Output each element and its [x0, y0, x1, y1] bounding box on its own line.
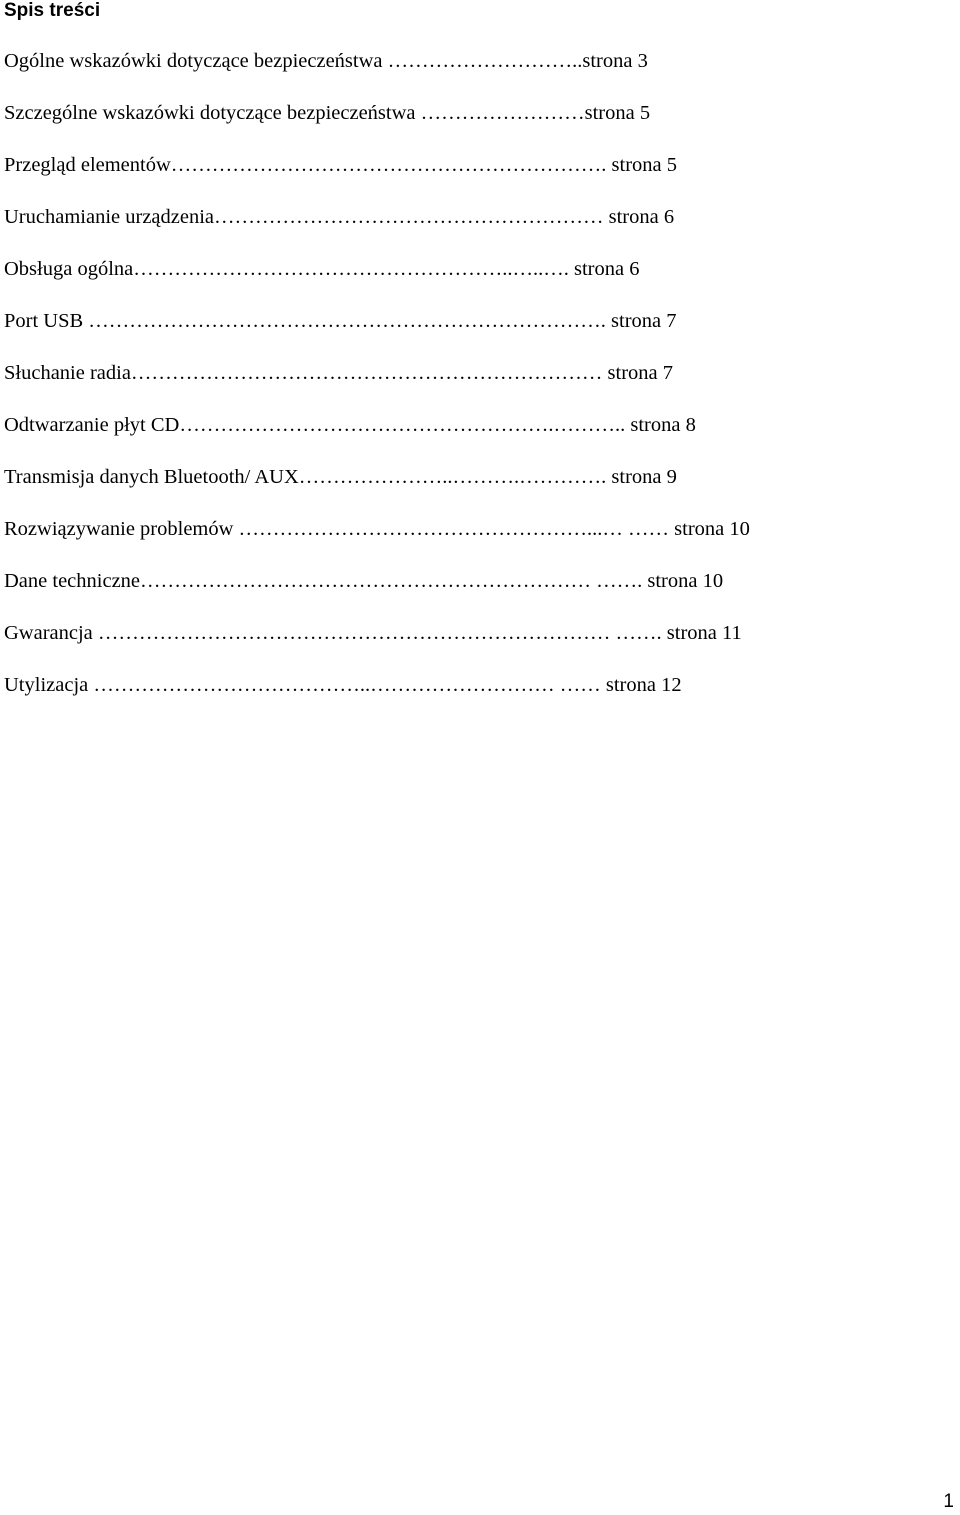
toc-entry-technical-data: Dane techniczne………………………………………………………… ……. strona 10: [4, 570, 724, 592]
toc-entry-bluetooth-aux: Transmisja danych Bluetooth/ AUX…………………..……….…………. strona 9: [4, 466, 677, 488]
page-number: 1: [943, 1491, 954, 1512]
toc-entry-warranty: Gwarancja ………………………………………………………………… ……. strona 11: [4, 622, 742, 644]
toc-entry-usb-port: Port USB …………………………………………………………………. strona 7: [4, 310, 677, 332]
toc-entry-general-operation: Obsługa ogólna………………………………………………..…..…. strona 6: [4, 258, 640, 280]
toc-entry-startup: Uruchamianie urządzenia………………………………………………… strona 6: [4, 206, 675, 228]
page-heading: Spis treści: [4, 0, 101, 21]
toc-entry-troubleshooting: Rozwiązywanie problemów ……………………………………………...… …… strona 10: [4, 518, 750, 540]
toc-entry-specific-safety: Szczególne wskazówki dotyczące bezpieczeństwa ……………………strona 5: [4, 102, 651, 124]
table-of-contents: [4, 46, 750, 722]
toc-entry-disposal: Utylizacja …………………………………..……………………… …… strona 12: [4, 674, 682, 696]
toc-entry-cd-playback: Odtwarzanie płyt CD……………………………………………….……….. strona 8: [4, 414, 696, 436]
toc-entry-general-safety: Ogólne wskazówki dotyczące bezpieczeństwa ………………………..strona 3: [4, 50, 648, 72]
toc-entry-elements-overview: Przegląd elementów………………………………………………………. strona 5: [4, 154, 678, 176]
toc-entry-radio: Słuchanie radia…………………………………………………………… strona 7: [4, 362, 674, 384]
